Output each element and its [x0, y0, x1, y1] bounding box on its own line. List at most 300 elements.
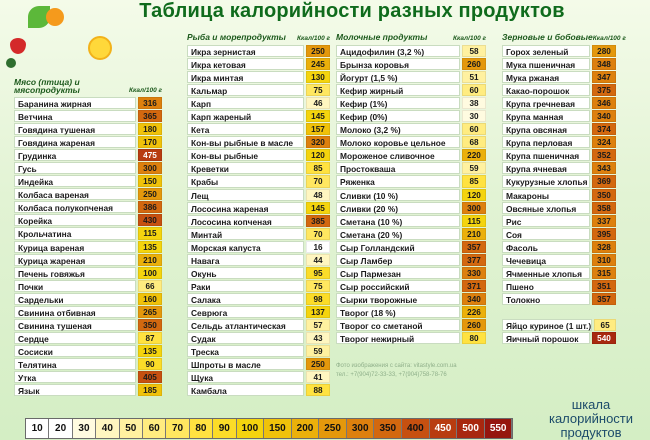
dairy-column	[336, 30, 486, 345]
table-row	[502, 123, 616, 135]
scale-cell: 70	[166, 419, 189, 438]
table-row	[187, 58, 330, 70]
kcal-value: 150	[138, 175, 162, 187]
product-name: Йогурт (1,5 %)	[336, 71, 460, 83]
kcal-value: 58	[462, 45, 486, 57]
table-row	[336, 319, 486, 331]
table-row	[14, 188, 162, 200]
product-name: Овсяные хлопья	[502, 202, 590, 214]
kcal-value: 369	[592, 175, 616, 187]
kcal-value: 260	[462, 58, 486, 70]
product-name: Салака	[187, 293, 304, 305]
product-name: Пшено	[502, 280, 590, 292]
product-name: Курица вареная	[14, 241, 136, 253]
kcal-value: 357	[592, 293, 616, 305]
scale-cell: 200	[292, 419, 320, 438]
kcal-value: 80	[462, 332, 486, 344]
kcal-value: 260	[462, 319, 486, 331]
kcal-value: 375	[592, 84, 616, 96]
kcal-value: 300	[462, 202, 486, 214]
table-row	[14, 214, 162, 226]
table-row	[502, 175, 616, 187]
kcal-value: 351	[592, 280, 616, 292]
table-row	[187, 162, 330, 174]
product-name: Кета	[187, 123, 304, 135]
kcal-value: 51	[462, 71, 486, 83]
kcal-value: 348	[592, 58, 616, 70]
scale-cell: 60	[143, 419, 166, 438]
product-name: Сыр Голландский	[336, 241, 460, 253]
kcal-value: 95	[306, 267, 330, 279]
kcal-value: 430	[138, 214, 162, 226]
page-title: Таблица калорийности разных продуктов	[139, 0, 565, 22]
kcal-value: 170	[138, 136, 162, 148]
kcal-value: 540	[592, 332, 616, 344]
kcal-value: 250	[138, 188, 162, 200]
product-name: Кефир (1%)	[336, 97, 460, 109]
kcal-value: 145	[306, 110, 330, 122]
scale-cell: 10	[26, 419, 49, 438]
kcal-value: 30	[462, 110, 486, 122]
product-name: Гусь	[14, 162, 136, 174]
table-row	[336, 123, 486, 135]
table-row	[502, 319, 616, 331]
product-name: Говядина тушеная	[14, 123, 136, 135]
table-row	[502, 202, 616, 214]
kcal-value: 66	[138, 280, 162, 292]
kcal-value: 41	[306, 371, 330, 383]
kcal-value: 185	[138, 384, 162, 396]
column-heading: Рыба и морепродукты	[187, 32, 286, 42]
table-row	[187, 332, 330, 344]
table-row	[336, 241, 486, 253]
kcal-value: 365	[138, 110, 162, 122]
product-name: Печень говяжья	[14, 267, 136, 279]
table-row	[502, 136, 616, 148]
table-row	[187, 202, 330, 214]
table-row	[502, 162, 616, 174]
table-row	[502, 293, 616, 305]
product-name: Сыр Ламбер	[336, 254, 460, 266]
product-name: Сырки творожные	[336, 293, 460, 305]
strawberry-decoration	[10, 38, 26, 54]
product-name: Раки	[187, 280, 304, 292]
kcal-value: 350	[138, 319, 162, 331]
table-row	[14, 241, 162, 253]
table-row	[336, 84, 486, 96]
product-name: Горох зеленый	[502, 45, 590, 57]
scale-cell: 550	[485, 419, 513, 438]
table-row	[187, 136, 330, 148]
kcal-value: 145	[306, 202, 330, 214]
kcal-value: 65	[594, 319, 616, 331]
product-name: Креветки	[187, 162, 304, 174]
kcal-value: 60	[462, 123, 486, 135]
kcal-value: 316	[138, 97, 162, 109]
kcal-value: 120	[306, 149, 330, 161]
table-row	[336, 280, 486, 292]
scale-cell: 250	[319, 419, 347, 438]
product-name: Сливки (10 %)	[336, 189, 460, 201]
kcal-value: 250	[306, 358, 330, 370]
table-row	[14, 254, 162, 266]
product-name: Язык	[14, 384, 136, 396]
kcal-value: 135	[138, 345, 162, 357]
kcal-value: 157	[306, 123, 330, 135]
product-name: Карп	[187, 97, 304, 109]
table-row	[14, 371, 162, 383]
unit-label: Ккал/100 г	[296, 35, 330, 42]
product-name: Крупа перловая	[502, 136, 590, 148]
table-row	[336, 58, 486, 70]
table-row	[336, 228, 486, 240]
table-row	[336, 306, 486, 318]
product-name: Творог со сметаной	[336, 319, 460, 331]
table-row	[187, 97, 330, 109]
table-row	[14, 201, 162, 213]
table-row	[187, 175, 330, 187]
product-name: Курица жареная	[14, 254, 136, 266]
table-row	[187, 228, 330, 240]
kcal-value: 347	[592, 71, 616, 83]
kcal-value: 324	[592, 136, 616, 148]
kcal-value: 328	[592, 241, 616, 253]
table-row	[187, 215, 330, 227]
table-row	[14, 136, 162, 148]
product-name: Щука	[187, 371, 304, 383]
table-row	[502, 215, 616, 227]
kcal-value: 210	[462, 228, 486, 240]
column-heading: Мясо (птица) и мясопродукты	[14, 77, 80, 95]
table-row	[336, 97, 486, 109]
product-name: Кефир (0%)	[336, 110, 460, 122]
table-row	[14, 384, 162, 396]
product-name: Сыр российский	[336, 280, 460, 292]
kcal-value: 405	[138, 371, 162, 383]
scale-cell: 80	[190, 419, 213, 438]
lemon-decoration	[88, 36, 112, 60]
kcal-value: 48	[306, 189, 330, 201]
table-row	[187, 71, 330, 83]
column-heading: Зерновые и бобовые	[502, 32, 593, 42]
product-name: Крольчатина	[14, 227, 136, 239]
kcal-value: 220	[462, 149, 486, 161]
product-name: Сардельки	[14, 293, 136, 305]
kcal-value: 340	[462, 293, 486, 305]
table-row	[14, 97, 162, 109]
product-name: Брынза коровья	[336, 58, 460, 70]
footer-note	[336, 362, 486, 380]
scale-cell: 500	[457, 419, 485, 438]
kcal-value: 98	[306, 293, 330, 305]
scale-cell: 90	[213, 419, 236, 438]
table-row	[502, 110, 616, 122]
table-row	[14, 293, 162, 305]
unit-label: Ккал/100 г	[592, 35, 626, 42]
table-row	[502, 332, 616, 344]
product-name: Окунь	[187, 267, 304, 279]
product-name: Крупа манная	[502, 110, 590, 122]
kcal-value: 374	[592, 123, 616, 135]
kcal-value: 38	[462, 97, 486, 109]
kcal-value: 386	[138, 201, 162, 213]
product-name: Кальмар	[187, 84, 304, 96]
table-row	[502, 45, 616, 57]
product-name: Сосиски	[14, 345, 136, 357]
kcal-value: 59	[462, 162, 486, 174]
product-name: Чечевица	[502, 254, 590, 266]
kcal-value: 346	[592, 97, 616, 109]
kcal-value: 46	[306, 97, 330, 109]
table-row	[14, 149, 162, 161]
table-row	[336, 162, 486, 174]
product-name: Мука пшеничная	[502, 58, 590, 70]
table-row	[336, 267, 486, 279]
kcal-value: 130	[306, 71, 330, 83]
product-name: Сливки (20 %)	[336, 202, 460, 214]
table-row	[336, 202, 486, 214]
grains-column	[502, 30, 626, 345]
table-row	[336, 149, 486, 161]
product-name: Крупа ячневая	[502, 162, 590, 174]
kcal-value: 265	[138, 306, 162, 318]
table-row	[502, 280, 616, 292]
kcal-value: 68	[462, 136, 486, 148]
table-row	[187, 84, 330, 96]
column-rows	[187, 45, 330, 396]
table-row	[336, 215, 486, 227]
table-row	[187, 293, 330, 305]
product-name: Утка	[14, 371, 136, 383]
table-row	[187, 123, 330, 135]
product-name: Треска	[187, 345, 304, 357]
table-row	[187, 254, 330, 266]
product-name: Сметана (20 %)	[336, 228, 460, 240]
table-row	[187, 384, 330, 396]
kcal-value: 180	[138, 123, 162, 135]
fish-column	[187, 30, 330, 397]
kcal-value: 280	[592, 45, 616, 57]
product-name: Говядина жареная	[14, 136, 136, 148]
table-row	[14, 175, 162, 187]
column-rows	[14, 97, 162, 396]
scale-cell: 50	[120, 419, 143, 438]
kcal-value: 300	[138, 162, 162, 174]
product-name: Молоко (3,2 %)	[336, 123, 460, 135]
product-name: Крупа пшеничная	[502, 149, 590, 161]
kcal-value: 226	[462, 306, 486, 318]
table-row	[502, 97, 616, 109]
table-row	[336, 175, 486, 187]
table-row	[502, 241, 616, 253]
product-name: Лещ	[187, 189, 304, 201]
product-name: Лососина жареная	[187, 202, 304, 214]
kcal-value: 310	[592, 254, 616, 266]
kcal-value: 315	[592, 267, 616, 279]
kcal-value: 385	[306, 215, 330, 227]
table-row	[187, 280, 330, 292]
kcal-value: 371	[462, 280, 486, 292]
product-name: Ацидофилин (3,2 %)	[336, 45, 460, 57]
table-row	[187, 189, 330, 201]
product-name: Кон-вы рыбные в масле	[187, 136, 304, 148]
scale-cell: 150	[264, 419, 292, 438]
product-name: Корейка	[14, 214, 136, 226]
kcal-value: 210	[138, 254, 162, 266]
kcal-value: 475	[138, 149, 162, 161]
table-row	[336, 189, 486, 201]
table-row	[502, 189, 616, 201]
product-name: Мороженое сливочное	[336, 149, 460, 161]
product-name: Мука ржаная	[502, 71, 590, 83]
product-name: Яичный порошок	[502, 332, 590, 344]
product-name: Свинина отбивная	[14, 306, 136, 318]
product-name: Кукурузные хлопья	[502, 175, 590, 187]
kcal-value: 250	[306, 45, 330, 57]
kcal-value: 245	[306, 58, 330, 70]
kcal-value: 43	[306, 332, 330, 344]
table-row	[14, 280, 162, 292]
kcal-value: 70	[306, 228, 330, 240]
product-name: Ветчина	[14, 110, 136, 122]
product-name: Минтай	[187, 228, 304, 240]
product-name: Макароны	[502, 189, 590, 201]
footer-note-line: Фото изображения с сайта: vitastyle.com.ua	[336, 363, 457, 369]
product-name: Крабы	[187, 175, 304, 187]
product-name: Баранина жирная	[14, 97, 136, 109]
product-name: Ячменные хлопья	[502, 267, 590, 279]
product-name: Почки	[14, 280, 136, 292]
kcal-value: 75	[306, 84, 330, 96]
table-row	[187, 306, 330, 318]
product-name: Рис	[502, 215, 590, 227]
table-row	[187, 358, 330, 370]
product-name: Колбаса полукопченая	[14, 201, 136, 213]
kcal-value: 357	[462, 241, 486, 253]
product-name: Индейка	[14, 175, 136, 187]
table-row	[187, 267, 330, 279]
kcal-value: 59	[306, 345, 330, 357]
kcal-value: 115	[462, 215, 486, 227]
table-row	[14, 227, 162, 239]
product-name: Крупа гречневая	[502, 97, 590, 109]
product-name: Морская капуста	[187, 241, 304, 253]
product-name: Кефир жирный	[336, 84, 460, 96]
calorie-scale	[25, 418, 513, 439]
product-name: Крупа овсяная	[502, 123, 590, 135]
kcal-value: 85	[306, 162, 330, 174]
table-row	[14, 332, 162, 344]
table-row	[502, 254, 616, 266]
kcal-value: 85	[462, 175, 486, 187]
kcal-value: 320	[306, 136, 330, 148]
column-rows	[502, 45, 616, 344]
table-row	[14, 306, 162, 318]
product-name: Сердце	[14, 332, 136, 344]
product-name: Свинина тушеная	[14, 319, 136, 331]
footer-note-line: тел.: +7(904)72-33-33, +7(904)758-78-76	[336, 372, 447, 378]
kcal-value: 377	[462, 254, 486, 266]
product-name: Какао-порошок	[502, 84, 590, 96]
product-name: Фасоль	[502, 241, 590, 253]
kcal-value: 57	[306, 319, 330, 331]
unit-label: Ккал/100 г	[452, 35, 486, 42]
product-name: Сельдь атлантическая	[187, 319, 304, 331]
kcal-value: 70	[306, 175, 330, 187]
product-name: Икра кетовая	[187, 58, 304, 70]
scale-cell: 30	[73, 419, 96, 438]
table-row	[336, 332, 486, 344]
table-row	[187, 241, 330, 253]
product-name: Телятина	[14, 358, 136, 370]
table-row	[336, 110, 486, 122]
product-name: Камбала	[187, 384, 304, 396]
table-row	[14, 123, 162, 135]
kcal-value: 340	[592, 110, 616, 122]
table-row	[502, 306, 616, 318]
table-row	[336, 254, 486, 266]
kcal-value: 100	[138, 267, 162, 279]
table-row	[187, 319, 330, 331]
kcal-value: 330	[462, 267, 486, 279]
table-row	[187, 149, 330, 161]
kcal-value: 60	[462, 84, 486, 96]
product-name: Простокваша	[336, 162, 460, 174]
table-row	[502, 228, 616, 240]
table-row	[14, 162, 162, 174]
kcal-value: 160	[138, 293, 162, 305]
product-name: Судак	[187, 332, 304, 344]
scale-label: шкала калорийности продуктов	[548, 397, 634, 440]
product-name: Севрюга	[187, 306, 304, 318]
kcal-value: 88	[306, 384, 330, 396]
scale-cell: 350	[374, 419, 402, 438]
product-name: Яйцо куриное (1 шт.)	[502, 319, 592, 331]
product-name: Молоко коровье цельное	[336, 136, 460, 148]
grape-decoration	[6, 58, 16, 68]
table-row	[502, 71, 616, 83]
kcal-value: 137	[306, 306, 330, 318]
table-row	[502, 149, 616, 161]
kcal-value: 16	[306, 241, 330, 253]
scale-cell: 40	[96, 419, 119, 438]
product-name: Ряженка	[336, 175, 460, 187]
scale-cell: 400	[402, 419, 430, 438]
product-name: Лососина копченая	[187, 215, 304, 227]
scale-cell: 100	[237, 419, 265, 438]
unit-label: Ккал/100 г	[128, 87, 162, 94]
table-row	[14, 110, 162, 122]
product-name: Толокно	[502, 293, 590, 305]
column-heading: Молочные продукты	[336, 32, 428, 42]
table-row	[502, 84, 616, 96]
kcal-value: 350	[592, 189, 616, 201]
kcal-value: 87	[138, 332, 162, 344]
table-row	[14, 345, 162, 357]
table-row	[336, 136, 486, 148]
table-row	[336, 45, 486, 57]
kcal-value: 120	[462, 189, 486, 201]
table-row	[336, 71, 486, 83]
kcal-value: 90	[138, 358, 162, 370]
kcal-value: 343	[592, 162, 616, 174]
table-row	[14, 267, 162, 279]
product-name: Сметана (10 %)	[336, 215, 460, 227]
table-row	[14, 319, 162, 331]
table-row	[187, 45, 330, 57]
kcal-value: 75	[306, 280, 330, 292]
kcal-value: 135	[138, 241, 162, 253]
